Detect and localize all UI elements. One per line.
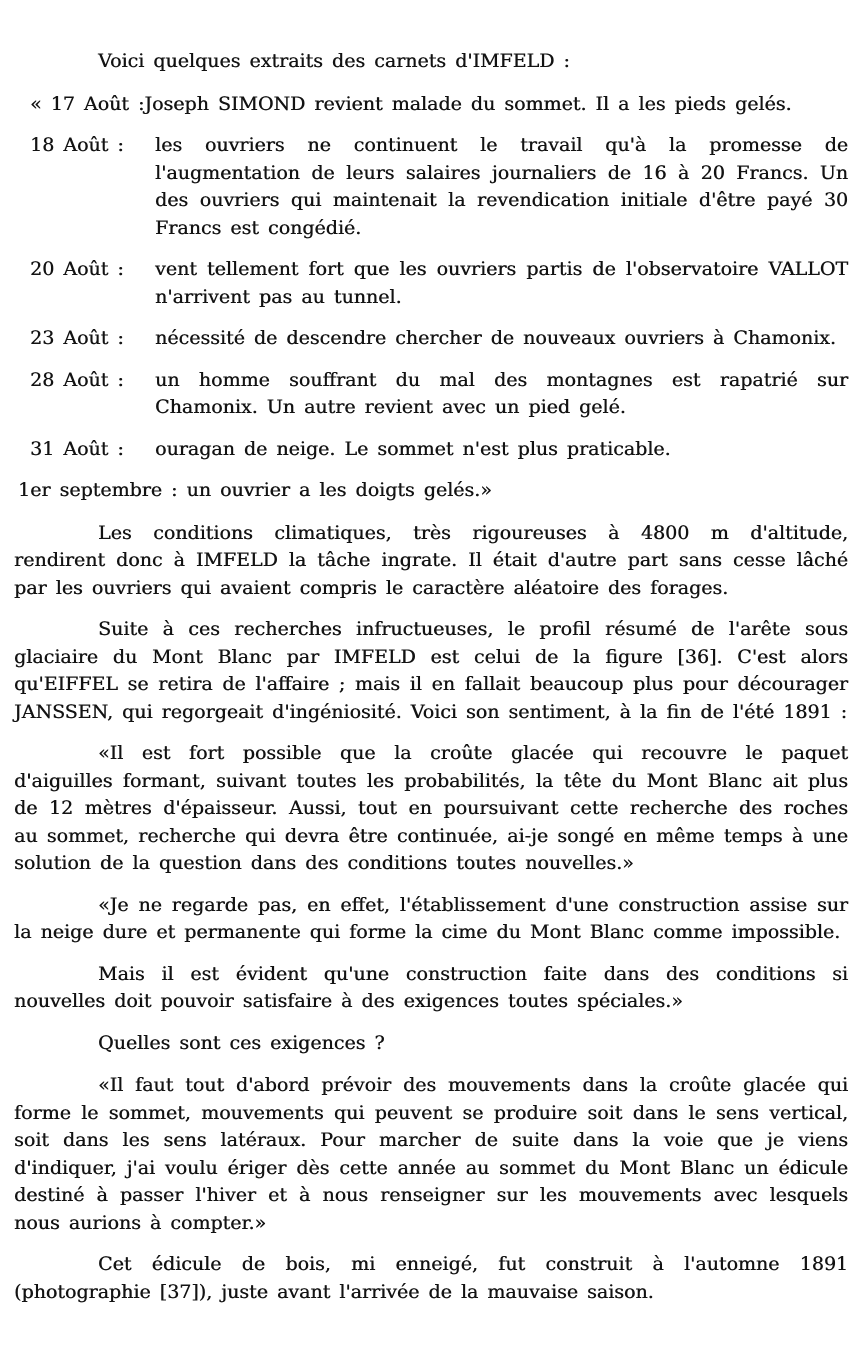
journal-entry-20-aout <box>30 256 848 311</box>
paragraph-recherches-infructueuses: Suite à ces recherches infructueuses, le profil résumé de l'arête sous glaciaire du Mont Blanc par IMFELD est celui de la figure [36]. C'est alors qu'EIFFEL se retira de l'affaire ; mais il en fallait beaucoup plus pour décourager JANSSEN, qui regorgeait d'ingéniosité. Voici son sentiment, à la fin de l'été 1891 : <box>14 618 848 723</box>
entry-date: 20 Août : <box>30 258 124 280</box>
entry-text: vent tellement fort que les ouvriers partis de l'observatoire VALLOT n'arrivent pas au tunnel. <box>155 258 848 308</box>
journal-entry-18-aout <box>30 132 848 242</box>
intro-line: Voici quelques extraits des carnets d'IMFELD : <box>98 50 570 72</box>
journal-closing-line: 1er septembre : un ouvrier a les doigts gelés.» <box>18 479 492 501</box>
entry-date: 31 Août : <box>30 437 124 460</box>
entry-text: nécessité de descendre chercher de nouveaux ouvriers à Chamonix. <box>155 327 836 349</box>
entry-date: « 17 Août : <box>30 92 145 115</box>
paragraph-edicule-de-bois: Cet édicule de bois, mi enneigé, fut construit à l'automne 1891 (photographie [37]), juste avant l'arrivée de la mauvaise saison. <box>14 1253 848 1303</box>
paragraph-conditions-climatiques: Les conditions climatiques, très rigoureuses à 4800 m d'altitude, rendirent donc à IMFELD la tâche ingrate. Il était d'autre part sans cesse lâché par les ouvriers qui avaient compris le caractère aléatoire des forages. <box>14 521 848 599</box>
question-line: Quelles sont ces exigences ? <box>98 1031 385 1054</box>
entry-text: ouragan de neige. Le sommet n'est plus praticable. <box>155 437 671 460</box>
paragraph-citation-exigences-speciales: Mais il est évident qu'une construction faite dans des conditions si nouvelles doit pouvoir satisfaire à des exigences toutes spéciales.» <box>14 962 848 1012</box>
entry-text: Joseph SIMOND revient malade du sommet. Il a les pieds gelés. <box>144 92 792 115</box>
entry-date: 28 Août : <box>30 368 124 391</box>
paragraph-citation-construction-assise: «Je ne regarde pas, en effet, l'établissement d'une construction assise sur la neige dure et permanente qui forme la cime du Mont Blanc comme impossible. <box>14 893 848 943</box>
entry-date: 23 Août : <box>30 327 124 349</box>
journal-entry-31-aout <box>30 436 848 464</box>
paragraph-citation-croute-glacee: «Il est fort possible que la croûte glacée qui recouvre le paquet d'aiguilles formant, suivant toutes les probabilités, la tête du Mont Blanc ait plus de 12 mètres d'épaisseur. Aussi, tout en poursuivant cette recherche des roches au sommet, recherche qui devra être continuée, ai-je songé en même temps à une solution de la question dans des conditions toutes nouvelles.» <box>14 742 848 874</box>
paragraph-citation-mouvements: «Il faut tout d'abord prévoir des mouvements dans la croûte glacée qui forme le sommet, mouvements qui peuvent se produire soit dans le sens vertical, soit dans les sens latéraux. Pour marcher de suite dans la voie que je viens d'indiquer, j'ai voulu ériger dès cette année au sommet du Mont Blanc un édicule destiné à passer l'hiver et à nous renseigner sur les mouvements avec lesquels nous aurions à compter.» <box>14 1074 848 1234</box>
journal-entry-28-aout <box>30 367 848 422</box>
entry-date: 18 Août : <box>30 134 124 156</box>
journal-entry-23-aout <box>30 325 848 353</box>
entry-text: les ouvriers ne continuent le travail qu'à la promesse de l'augmentation de leurs salaires journaliers de 16 à 20 Francs. Un des ouvriers qui maintenait la revendication initiale d'être payé 30 Francs est congédié. <box>155 134 848 239</box>
journal-entry-17-aout <box>30 91 848 119</box>
entry-text: un homme souffrant du mal des montagnes est rapatrié sur Chamonix. Un autre revient avec un pied gelé. <box>155 368 848 418</box>
